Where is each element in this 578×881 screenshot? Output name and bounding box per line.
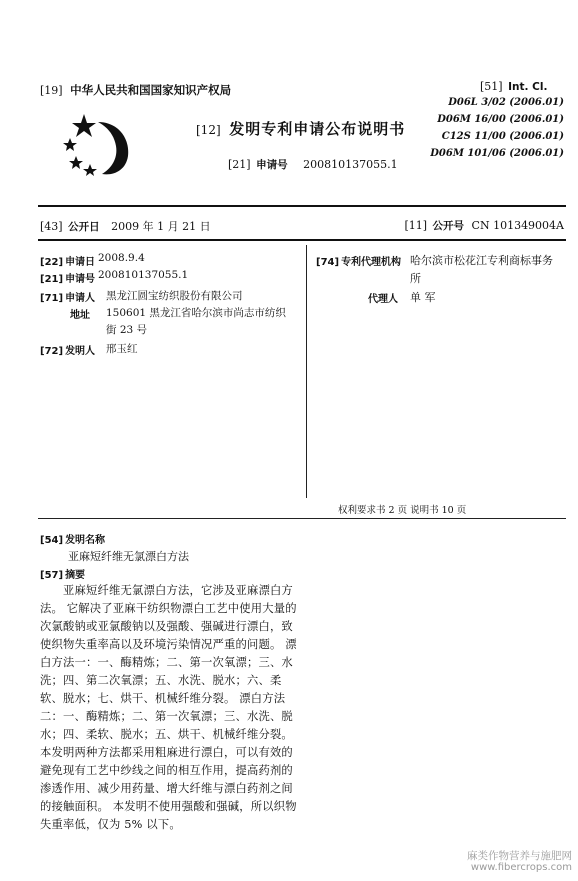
abstract-line: 使织物失重率高以及环境污染情况严重的问题。 漂 [40,638,297,651]
pub-no-code: [11] [404,219,428,232]
abstract-line: 二：一、酶精炼；二、第一次氧漂；三、水洗、脱 [40,710,293,723]
doc-type-code: [12] [196,123,221,137]
header-app-no-value: 200810137055.1 [303,158,398,171]
pub-no-line [404,218,564,233]
abstract-line: 本发明两种方法都采用粗麻进行漂白，可以有效的 [40,746,293,759]
header-app-no-code: [21] [228,158,251,171]
agency-line-1: 哈尔滨市松花江专利商标事务 [410,254,553,267]
cnipa-logo-icon [62,112,134,176]
address-line-1: 150601 黑龙江省哈尔滨市尚志市纺织 [106,307,286,319]
agent-value: 单 军 [410,291,436,304]
abstract-line: 次氯酸钠或亚氯酸钠以及强酸、强碱进行漂白，致 [40,620,293,633]
abstract-line: 法。 它解决了亚麻干纺织物漂白工艺中使用大量的 [40,602,297,615]
abstract-line: 白方法一：一、酶精炼；二、第一次氧漂；三、水 [40,656,293,669]
pub-date-line [40,218,211,234]
office-line [40,82,231,98]
office-name: 中华人民共和国国家知识产权局 [70,83,232,97]
abstract-line: 软、脱水；七、烘干、机械纤维分裂。 漂白方法 [40,692,286,705]
classification-4: D06M 101/06 (2006.01) [430,148,564,159]
pub-date-value: 2009 年 1 月 21 日 [111,220,211,233]
pub-no-label: 公开号 [432,220,465,232]
pub-no-value: CN 101349004A [471,219,564,232]
address-label: 地址 [70,310,90,321]
title-label: [54] 发明名称 [40,535,106,546]
pages-note: 权利要求书 2 页 说明书 10 页 [338,505,467,516]
classification-2: D06M 16/00 (2006.01) [437,114,564,125]
abstract-line: 水；四、柔软、脱水；五、烘干、机械纤维分裂。 [40,728,293,741]
biblio-app-no-value: 200810137055.1 [98,269,189,281]
office-code: [19] [40,84,63,97]
pub-date-label: 公开日 [68,221,100,233]
filing-date-label: [22] 申请日 [40,257,96,268]
inventor-value: 邢玉红 [106,343,138,355]
header-divider [38,205,566,207]
classification-1: D06L 3/02 (2006.01) [448,97,564,108]
invention-title: 亚麻短纤维无氯漂白方法 [68,550,189,563]
agency-label: [74] 专利代理机构 [316,257,402,268]
pub-date-code: [43] [40,220,63,233]
watermark-url: www.fibercrops.com [470,862,572,873]
watermark-title: 麻类作物营养与施肥网 [467,850,572,862]
doc-type: 发明专利申请公布说明书 [229,120,406,138]
intcl-label: Int. Cl. [508,81,548,93]
pub-divider [38,239,566,241]
abstract-line: 渗透作用、减少用药量、增大纤维与漂白药剂之间 [40,782,293,795]
abstract-line: 的接触面积。 本发明不使用强酸和强碱，所以织物 [40,800,297,813]
doc-type-line [196,118,405,139]
applicant-label: [71] 申请人 [40,293,96,304]
biblio-divider [38,518,566,519]
abstract-line: 洗；四、第二次氧漂；五、水洗、脱水；六、柔 [40,674,282,687]
address-line-2: 街 23 号 [106,324,148,336]
biblio-app-no-label: [21] 申请号 [40,274,96,285]
column-divider [306,245,307,498]
abstract-line: 避免现有工艺中纱线之间的相互作用，提高药剂的 [40,764,293,777]
abstract-line: 失重率低，仅为 5% 以下。 [40,818,181,831]
filing-date-value: 2008.9.4 [98,252,145,264]
inventor-label: [72] 发明人 [40,346,96,357]
header-app-no-label: 申请号 [256,159,288,171]
header-app-no [228,157,398,172]
intcl-code: [51] [480,80,503,93]
abstract-label: [57] 摘要 [40,570,86,581]
agent-label: 代理人 [368,294,398,305]
agency-line-2: 所 [410,272,421,285]
intcl-heading [480,80,547,93]
applicant-value: 黑龙江圆宝纺织股份有限公司 [106,290,243,302]
classification-3: C12S 11/00 (2006.01) [441,131,564,142]
abstract-line: 亚麻短纤维无氯漂白方法，它涉及亚麻漂白方 [40,584,293,597]
